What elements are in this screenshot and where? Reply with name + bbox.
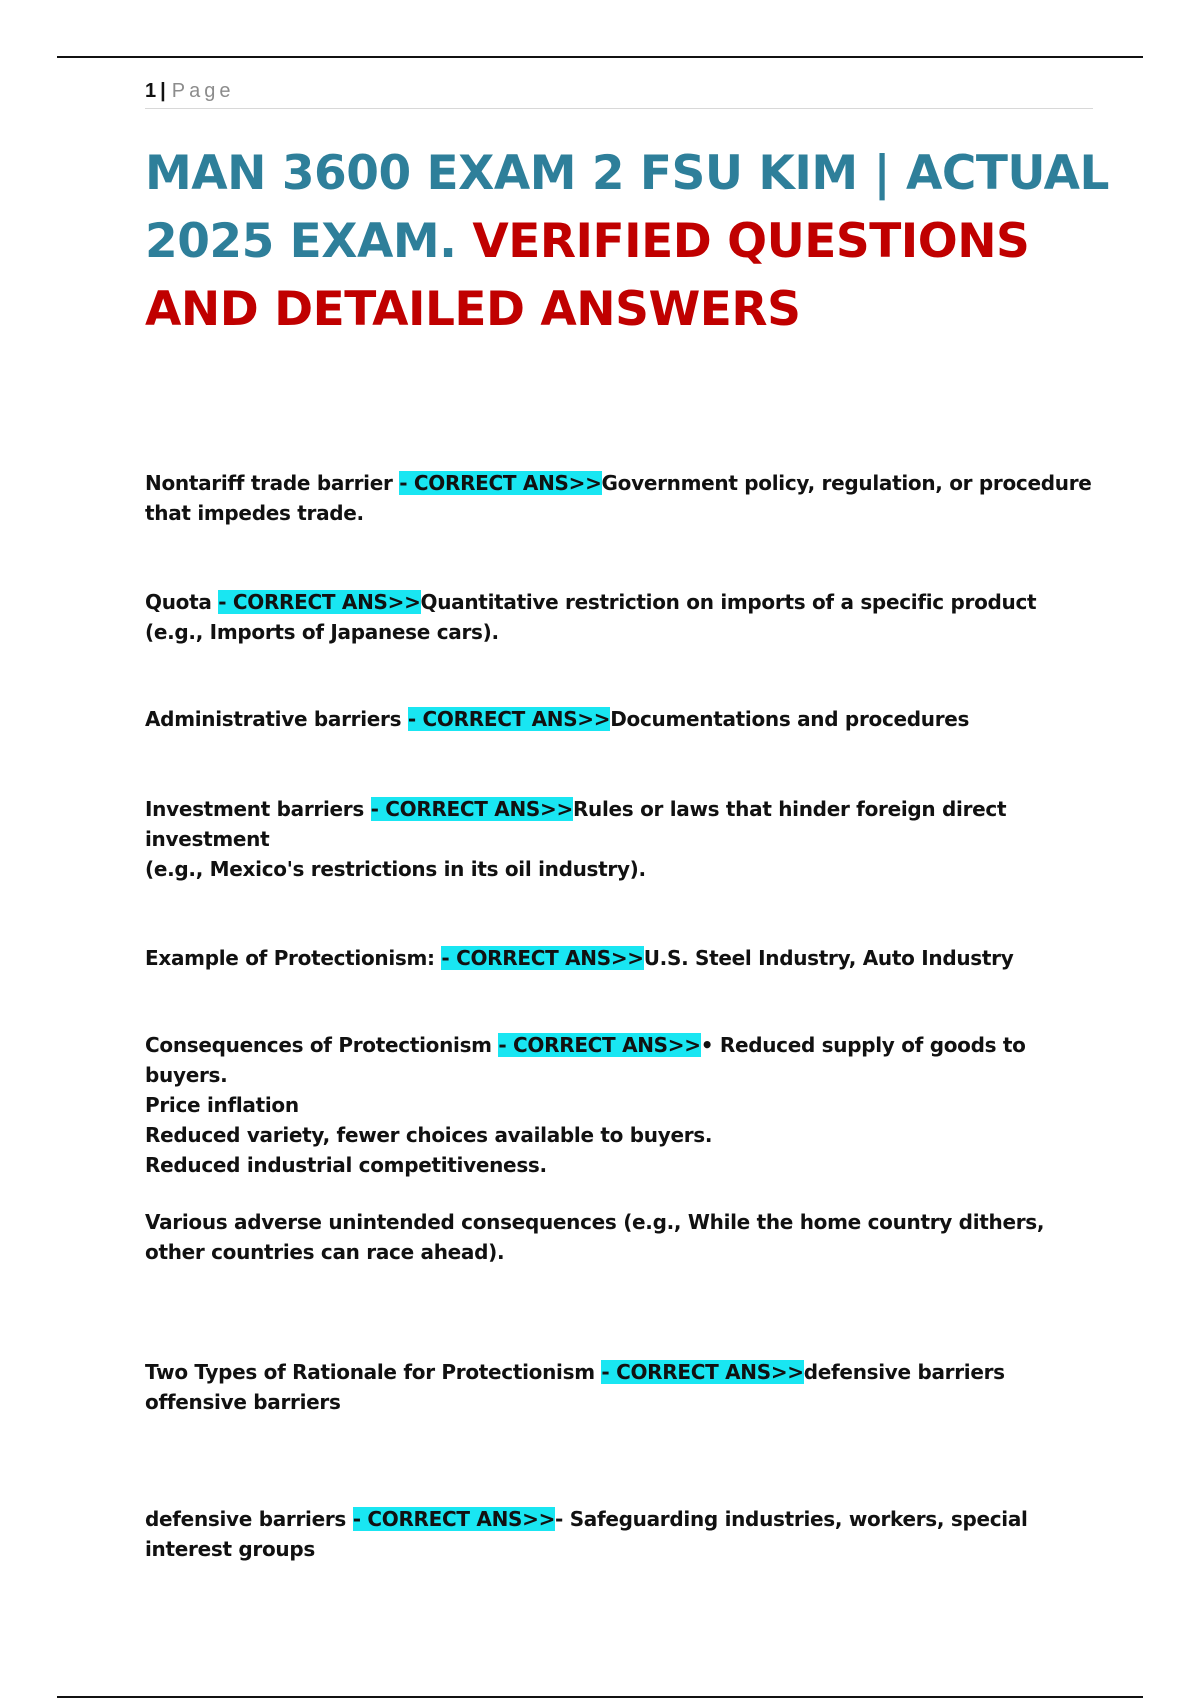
page-number: 1 [145, 80, 157, 102]
qa-item-administrative-barriers [145, 704, 1095, 734]
qa-extra-paragraph: Various adverse unintended consequences (e.g., While the home country dithers, other countries can race ahead). [145, 1210, 1045, 1264]
correct-answer-marker: - CORRECT ANS>> [407, 707, 611, 731]
qa-answer: Documentations and procedures [610, 707, 970, 731]
qa-term: defensive barriers [145, 1507, 353, 1531]
page-header [145, 78, 1093, 109]
qa-answer-line: (e.g., Mexico's restrictions in its oil industry). [145, 857, 646, 881]
qa-term: Two Types of Rationale for Protectionism [145, 1360, 602, 1384]
qa-answer-line: Reduced industrial competitiveness. [145, 1153, 547, 1177]
qa-answer: Quantitative restriction on imports of a specific product (e.g., Imports of Japanese cars). [145, 590, 1037, 644]
top-rule [57, 56, 1143, 58]
correct-answer-marker: - CORRECT ANS>> [218, 590, 421, 614]
qa-term: Example of Protectionism: [145, 946, 442, 970]
qa-answer: • Reduced supply of goods to buyers. [145, 1033, 1026, 1087]
document-title [145, 140, 1135, 344]
qa-answer: defensive barriers [803, 1360, 1005, 1384]
qa-answer: - Safeguarding industries, workers, special interest groups [145, 1507, 1028, 1561]
qa-term: Administrative barriers [145, 707, 408, 731]
qa-answer: Government policy, regulation, or procedure that impedes trade. [145, 471, 1092, 525]
correct-answer-marker: - CORRECT ANS>> [441, 946, 644, 970]
correct-answer-marker: - CORRECT ANS>> [601, 1360, 804, 1384]
page-label: Page [171, 80, 235, 102]
qa-answer: U.S. Steel Industry, Auto Industry [643, 946, 1014, 970]
qa-item-consequences-protectionism [145, 1030, 1095, 1180]
title-part-red: VERIFIED QUESTIONS AND DETAILED ANSWERS [145, 214, 1030, 337]
title-part-blue: MAN 3600 EXAM 2 FSU KIM | ACTUAL 2025 EXAM. [145, 146, 1109, 269]
qa-answer-line: offensive barriers [145, 1390, 341, 1414]
qa-item-investment-barriers [145, 794, 1095, 884]
qa-answer: Rules or laws that hinder foreign direct investment [145, 797, 1007, 851]
qa-item-example-protectionism [145, 943, 1095, 973]
qa-answer-line: Price inflation [145, 1093, 299, 1117]
qa-term: Consequences of Protectionism [145, 1033, 499, 1057]
qa-item-quota [145, 587, 1095, 647]
qa-item-nontariff-barrier [145, 468, 1095, 528]
qa-item-defensive-barriers [145, 1504, 1095, 1564]
page-separator: | [160, 80, 166, 102]
qa-answer-line: Reduced variety, fewer choices available to buyers. [145, 1123, 713, 1147]
qa-term: Investment barriers [145, 797, 371, 821]
correct-answer-marker: - CORRECT ANS>> [352, 1507, 556, 1531]
correct-answer-marker: - CORRECT ANS>> [498, 1033, 701, 1057]
bottom-rule [57, 1696, 1143, 1698]
qa-term: Nontariff trade barrier [145, 471, 400, 495]
correct-answer-marker: - CORRECT ANS>> [370, 797, 573, 821]
correct-answer-marker: - CORRECT ANS>> [399, 471, 602, 495]
qa-item-rationale-protectionism [145, 1357, 1095, 1417]
qa-term: Quota [145, 590, 219, 614]
